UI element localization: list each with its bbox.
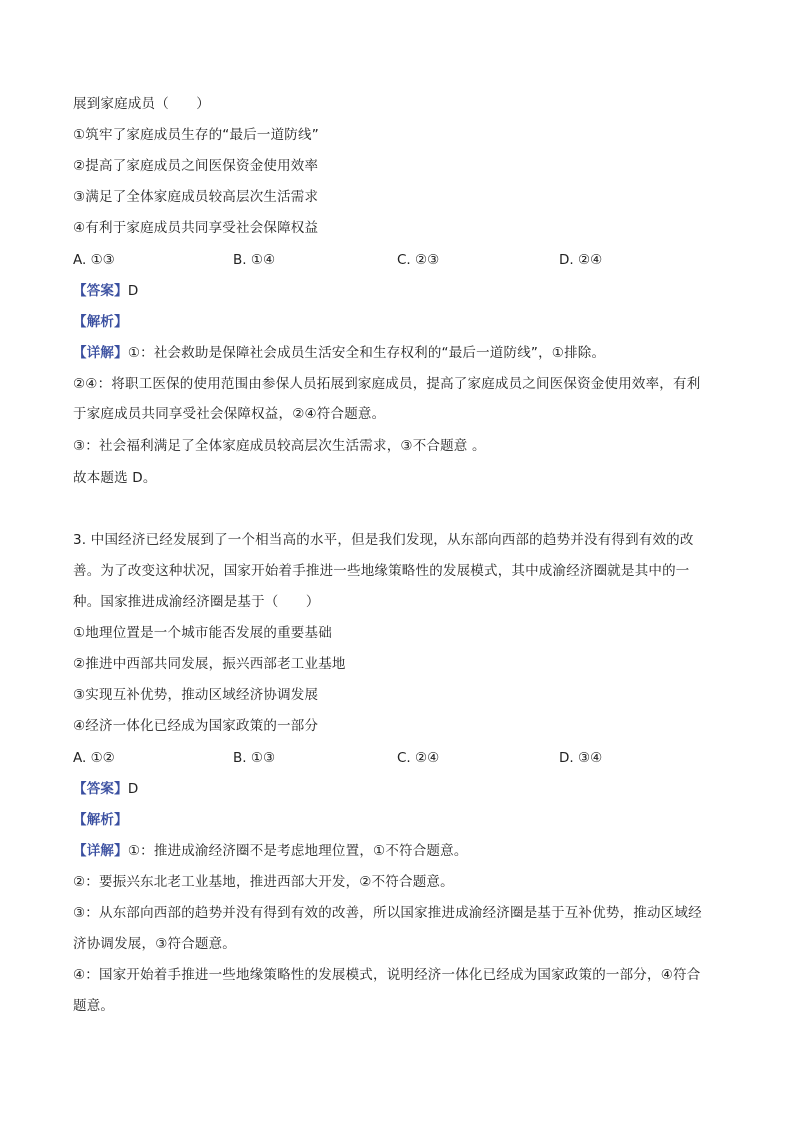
q3-stem-3: 种。国家推进成渝经济圈是基于（ ） bbox=[73, 594, 320, 610]
q3-detail-2: ②：要振兴东北老工业基地，推进西部大开发，②不符合题意。 bbox=[73, 874, 454, 890]
q2-option-b: B. ①④ bbox=[233, 252, 276, 268]
q2-detail-4: ③：社会福利满足了全体家庭成员较高层次生活需求，③不合题意 。 bbox=[73, 438, 486, 454]
q2-answer-tag: 【答案】 bbox=[73, 283, 128, 299]
q2-detail-1 bbox=[73, 343, 605, 363]
q3-option-d: D. ③④ bbox=[559, 750, 603, 766]
q3-detail-3: ③：从东部向西部的趋势并没有得到有效的改善，所以国家推进成渝经济圈是基于互补优势，推动区域经 bbox=[73, 905, 702, 921]
q3-statement-3: ③实现互补优势，推动区域经济协调发展 bbox=[73, 687, 319, 703]
q3-answer bbox=[73, 779, 138, 799]
q3-detail-tag: 【详解】 bbox=[73, 843, 128, 859]
q3-stem-2: 善。为了改变这种状况，国家开始着手推进一些地缘策略性的发展模式，其中成渝经济圈就是其中的一 bbox=[73, 563, 690, 579]
q3-answer-value: D bbox=[127, 781, 139, 797]
q2-conclusion: 故本题选 D。 bbox=[73, 470, 157, 486]
q2-option-c: C. ②③ bbox=[397, 252, 440, 268]
q2-analysis bbox=[73, 312, 128, 332]
q3-answer-tag: 【答案】 bbox=[73, 781, 128, 797]
q2-statement-1: ①筑牢了家庭成员生存的“最后一道防线” bbox=[73, 127, 319, 143]
q3-statement-2: ②推进中西部共同发展，振兴西部老工业基地 bbox=[73, 656, 346, 672]
q2-detail-tag: 【详解】 bbox=[73, 345, 128, 361]
q3-option-a: A. ①② bbox=[73, 750, 115, 766]
q3-detail-4: 济协调发展，③符合题意。 bbox=[73, 936, 237, 952]
q2-detail-2: ②④：将职工医保的使用范围由参保人员拓展到家庭成员，提高了家庭成员之间医保资金使用效率，有利 bbox=[73, 376, 701, 392]
q2-analysis-tag: 【解析】 bbox=[73, 314, 128, 330]
q2-detail-text-1: ①：社会救助是保障社会成员生活安全和生存权利的“最后一道防线”，①排除。 bbox=[127, 345, 606, 361]
q2-answer-value: D bbox=[127, 283, 139, 299]
q2-statement-4: ④有利于家庭成员共同享受社会保障权益 bbox=[73, 220, 319, 236]
q3-option-c: C. ②④ bbox=[397, 750, 440, 766]
q2-stem-tail: 展到家庭成员（ ） bbox=[73, 96, 210, 112]
q3-option-b: B. ①③ bbox=[233, 750, 276, 766]
q2-detail-3: 于家庭成员共同享受社会保障权益，②④符合题意。 bbox=[73, 406, 386, 422]
q3-detail-6: 题意。 bbox=[73, 998, 115, 1014]
q3-detail-text-1: ①：推进成渝经济圈不是考虑地理位置，①不符合题意。 bbox=[127, 843, 468, 859]
q2-statement-3: ③满足了全体家庭成员较高层次生活需求 bbox=[73, 189, 319, 205]
q3-detail-1 bbox=[73, 841, 468, 861]
q3-stem-1: 3. 中国经济已经发展到了一个相当高的水平，但是我们发现，从东部向西部的趋势并没有得到有效的改 bbox=[73, 532, 694, 548]
q2-option-d: D. ②④ bbox=[559, 252, 603, 268]
q3-analysis bbox=[73, 810, 128, 830]
q3-detail-5: ④：国家开始着手推进一些地缘策略性的发展模式，说明经济一体化已经成为国家政策的一部分，④符合 bbox=[73, 967, 701, 983]
q2-statement-2: ②提高了家庭成员之间医保资金使用效率 bbox=[73, 158, 319, 174]
q3-analysis-tag: 【解析】 bbox=[73, 812, 128, 828]
q2-option-a: A. ①③ bbox=[73, 252, 115, 268]
q3-statement-4: ④经济一体化已经成为国家政策的一部分 bbox=[73, 718, 319, 734]
q2-answer bbox=[73, 281, 138, 301]
q3-statement-1: ①地理位置是一个城市能否发展的重要基础 bbox=[73, 625, 332, 641]
